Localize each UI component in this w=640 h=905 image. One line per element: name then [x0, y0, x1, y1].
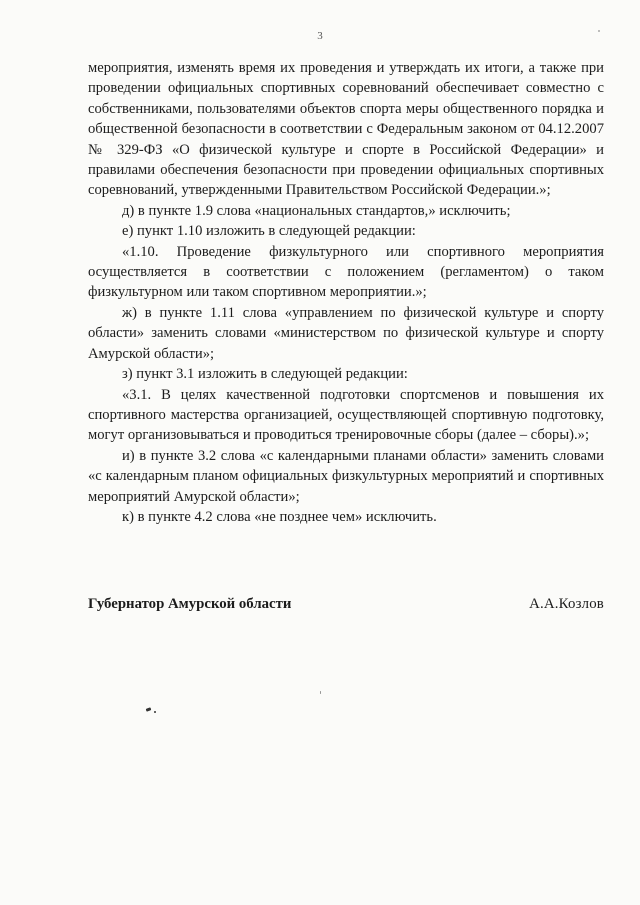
paragraph-continuation: мероприятия, изменять время их проведения и утверждать их итоги, а также при проведении официальных спортивных соревнований обеспечивает совместно с собственниками, пользователями объектов спорта меры общественного порядка и общественной безопасности в соответствии с Федеральным законом от 04.12.2007 № 329-ФЗ «О физической культуре и спорте в Российской Федерации» и правилами обеспечения безопасности при проведении официальных спортивных соревнований, утвержденными Правительством Российской Федерации.»; [88, 60, 604, 199]
scan-speck [598, 30, 600, 32]
paragraph-item-i: и) в пункте 3.2 слова «с календарными планами области» заменить словами «с календарным планом официальных физкультурных мероприятий и спортивных мероприятий Амурской области»; [88, 447, 604, 505]
paragraph-item-e: е) пункт 1.10 изложить в следующей редакции: [122, 223, 416, 240]
page-number: 3 [317, 30, 323, 42]
paragraph-item-zh: ж) в пункте 1.11 слова «управлением по физической культуре и спорту области» заменить словами «министерством по физической культуре и спорту Амурской области»; [88, 304, 604, 362]
document-body [88, 58, 604, 527]
signatory-name: А.А.Козлов [529, 596, 604, 612]
paragraph-quote-1-10: «1.10. Проведение физкультурного или спортивного мероприятия осуществляется в соответствии с положением (регламентом) о таком физкультурном или таком спортивном мероприятии.»; [88, 243, 604, 301]
paragraph-quote-3-1: «3.1. В целях качественной подготовки спортсменов и повышения их спортивного мастерства организацией, осуществляющей спортивную подготовку, могут организовываться и проводиться тренировочные сборы (далее – сборы).»; [88, 386, 604, 444]
paragraph-item-z: з) пункт 3.1 изложить в следующей редакции: [122, 366, 408, 383]
paragraph-item-k: к) в пункте 4.2 слова «не позднее чем» исключить. [122, 508, 437, 525]
scan-speck [146, 707, 152, 712]
signatory-title: Губернатор Амурской области [88, 596, 292, 612]
paragraph-item-d: д) в пункте 1.9 слова «национальных стандартов,» исключить; [122, 202, 511, 219]
scan-speck [154, 711, 156, 713]
scan-speck [320, 691, 321, 694]
